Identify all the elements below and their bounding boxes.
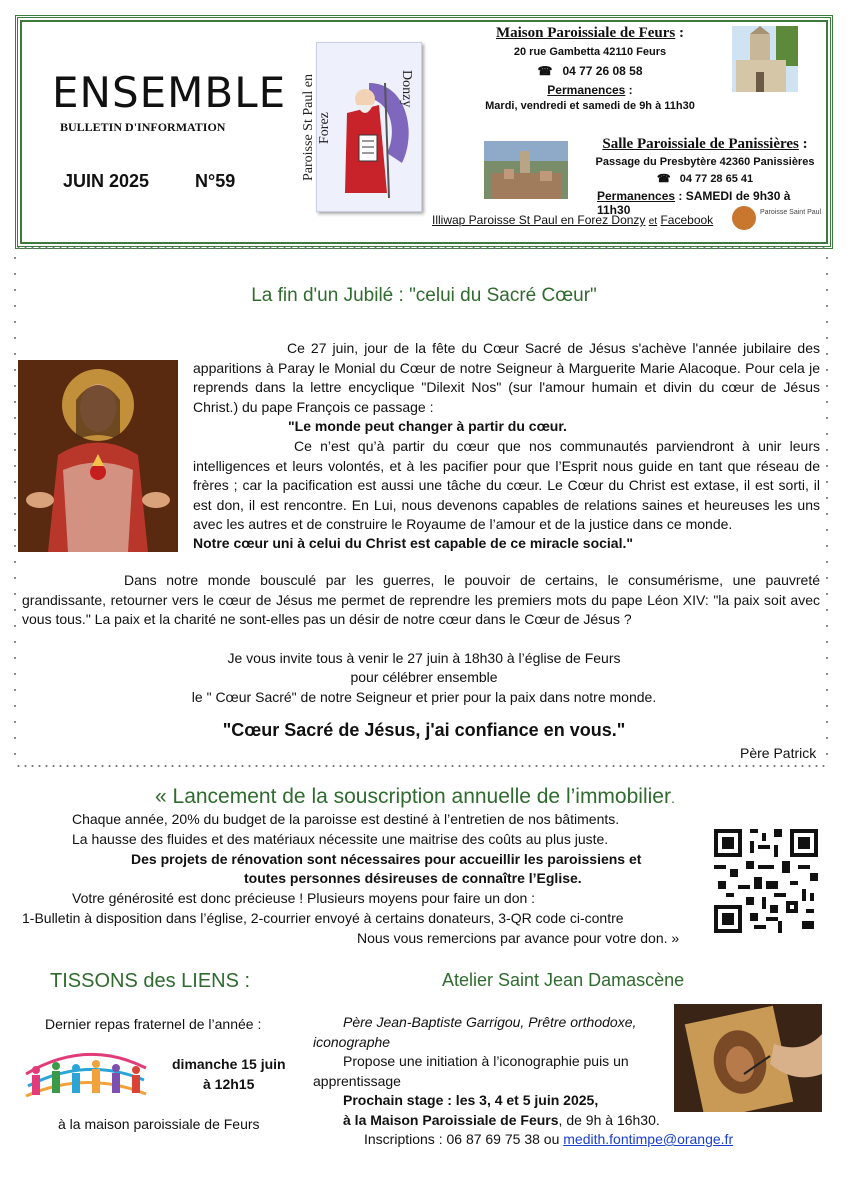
souscription-line-6: 1-Bulletin à disposition dans l’église, 2-courrier envoyé à certains donateurs, 3-QR code ci-contre [22, 910, 624, 926]
tissons-line-1: Dernier repas fraternel de l’année : [45, 1016, 262, 1032]
invite-line-1: Je vous invite tous à venir le 27 juin à 18h30 à l’église de Feurs [227, 650, 621, 666]
maison-phone-line: ☎ 04 77 26 08 58 [537, 64, 643, 78]
divider-bottom [15, 764, 827, 768]
tissons-time: à 12h15 [203, 1076, 255, 1092]
invite-line-2: pour célébrer ensemble [350, 669, 498, 685]
iconography-photo [674, 1004, 822, 1112]
logo-text-right: Donzy [399, 70, 414, 108]
parish-facebook-logo [732, 206, 756, 230]
illiwap-link[interactable]: Illiwap Paroisse St Paul en Forez Donzy [432, 213, 646, 227]
atelier-stage-place: à la Maison Paroissiale de Feurs, de 9h à 16h30. [343, 1112, 660, 1128]
maison-permanences-label: Permanences : [547, 83, 633, 97]
social-line: Illiwap Paroisse St Paul en Forez Donzy et Facebook [432, 213, 714, 227]
tissons-title: TISSONS des LIENS : [50, 970, 251, 992]
maison-title: Maison Paroissiale de Feurs : [495, 25, 685, 41]
souscription-line-7: Nous vous remercions par avance pour votre don. » [357, 930, 680, 946]
facebook-link[interactable]: Facebook [660, 213, 714, 227]
invite-line-3: le " Cœur Sacré" de notre Seigneur et prier pour la paix dans notre monde. [191, 689, 657, 705]
souscription-line-4: toutes personnes désireuses de connaître l’Eglise. [244, 870, 582, 886]
signature: Père Patrick [740, 745, 817, 761]
donation-qr-code[interactable] [714, 829, 818, 933]
atelier-line-1: Père Jean-Baptiste Garrigou, Prêtre orthodoxe, iconographe [313, 1014, 637, 1050]
tissons-place: à la maison paroissiale de Feurs [58, 1116, 260, 1132]
souscription-title: « Lancement de la souscription annuelle de l’immobilier. [155, 785, 675, 808]
email-link[interactable]: medith.fontimpe@orange.fr [563, 1131, 734, 1147]
jubile-intro: Ce 27 juin, jour de la fête du Cœur Sacré de Jésus s'achève l'année jubilaire des apparitions à Paray le Monial du Cœur de notre Seigneur à Marguerite Marie Alacoque. Pour cela je reprends dans la lettre encyclique "Dilexit Nos" (sur l'amour humain et divin du cœur de Jésus Christ.) du pape François ce passage : [193, 340, 820, 415]
bulletin-subtitle: BULLETIN D'INFORMATION [60, 120, 226, 134]
salle-title: Salle Paroissiale de Panissières : [602, 136, 808, 152]
atelier-title: Atelier Saint Jean Damascène [442, 970, 685, 990]
atelier-inscriptions: Inscriptions : 06 87 69 75 38 ou medith.fontimpe@orange.fr [364, 1131, 734, 1147]
maison-hours: Mardi, vendredi et samedi de 9h à 11h30 [485, 100, 695, 112]
souscription-line-1: Chaque année, 20% du budget de la paroisse est destiné à l’entretien de nos bâtiments. [72, 811, 620, 827]
issue-number: N°59 [195, 171, 236, 191]
closing-prayer: "Cœur Sacré de Jésus, j'ai confiance en vous." [222, 720, 626, 740]
issue-date: JUIN 2025 [63, 171, 150, 191]
atelier-stage-dates: Prochain stage : les 3, 4 et 5 juin 2025, [343, 1092, 599, 1108]
salle-address: Passage du Presbytère 42360 Panissières [595, 156, 815, 168]
bulletin-title: ENSEMBLE [52, 68, 287, 117]
panissieres-village-photo [484, 141, 568, 199]
souscription-line-5: Votre générosité est donc précieuse ! Plusieurs moyens pour faire un don : [72, 890, 536, 906]
fraternity-illustration [22, 1046, 150, 1104]
quote-first-line: "Le monde peut changer à partir du cœur. [288, 418, 567, 434]
phone-icon: ☎ [656, 173, 671, 185]
atelier-line-2: Propose une initiation à l’iconographie puis un apprentissage [313, 1053, 629, 1089]
maison-address: 20 rue Gambetta 42110 Feurs [513, 46, 667, 58]
tissons-date: dimanche 15 juin [172, 1056, 286, 1072]
souscription-line-2: La hausse des fluides et des matériaux nécessite une maitrise des coûts au plus juste. [72, 831, 609, 847]
quote-body: Ce n’est qu’à partir du cœur que nos communautés parviendront à unir leurs intelligences et leurs volontés, et à les pacifier pour que l’Esprit nous guide en tant que réseau de frères ; car la pacification est aussi une tâche du cœur. Le Cœur du Christ est extase, il est sorti, il est don, il est rencontre. En Lui, nous devenons capables de relations saines et heureuses les uns avec les autres et de construire le Royaume de l’amour et de la justice dans ce monde. [193, 438, 820, 532]
quote-last-line: Notre cœur uni à celui du Christ est capable de ce miracle social." [193, 535, 634, 551]
logo-text-left: Paroisse St Paul en Forez [301, 74, 332, 182]
jubile-title: La fin d'un Jubilé : "celui du Sacré Cœur" [251, 285, 597, 306]
divider-top [15, 246, 827, 250]
sacred-heart-image [18, 360, 178, 552]
salle-phone-line: ☎ 04 77 28 65 41 [656, 173, 754, 185]
jubile-paragraph-2: Dans notre monde bousculé par les guerres, le pouvoir de certains, le consumérisme, une pauvreté grandissante, retourner vers le cœur de Jésus me permet de reprendre les premiers mots du pape Léon XIV: "la paix soit avec vous tous." La paix et la charité ne sont-elles pas un désir de notre cœur dans le Cœur de Jésus ? [22, 572, 820, 627]
salle-hours: Permanences : SAMEDI de 9h30 à 11h30 [597, 189, 791, 217]
fb-logo-text: Paroisse Saint Paul [760, 209, 822, 216]
feurs-church-photo [732, 26, 798, 92]
souscription-line-3: Des projets de rénovation sont nécessaires pour accueillir les paroissiens et [131, 851, 642, 867]
phone-icon: ☎ [537, 64, 553, 78]
